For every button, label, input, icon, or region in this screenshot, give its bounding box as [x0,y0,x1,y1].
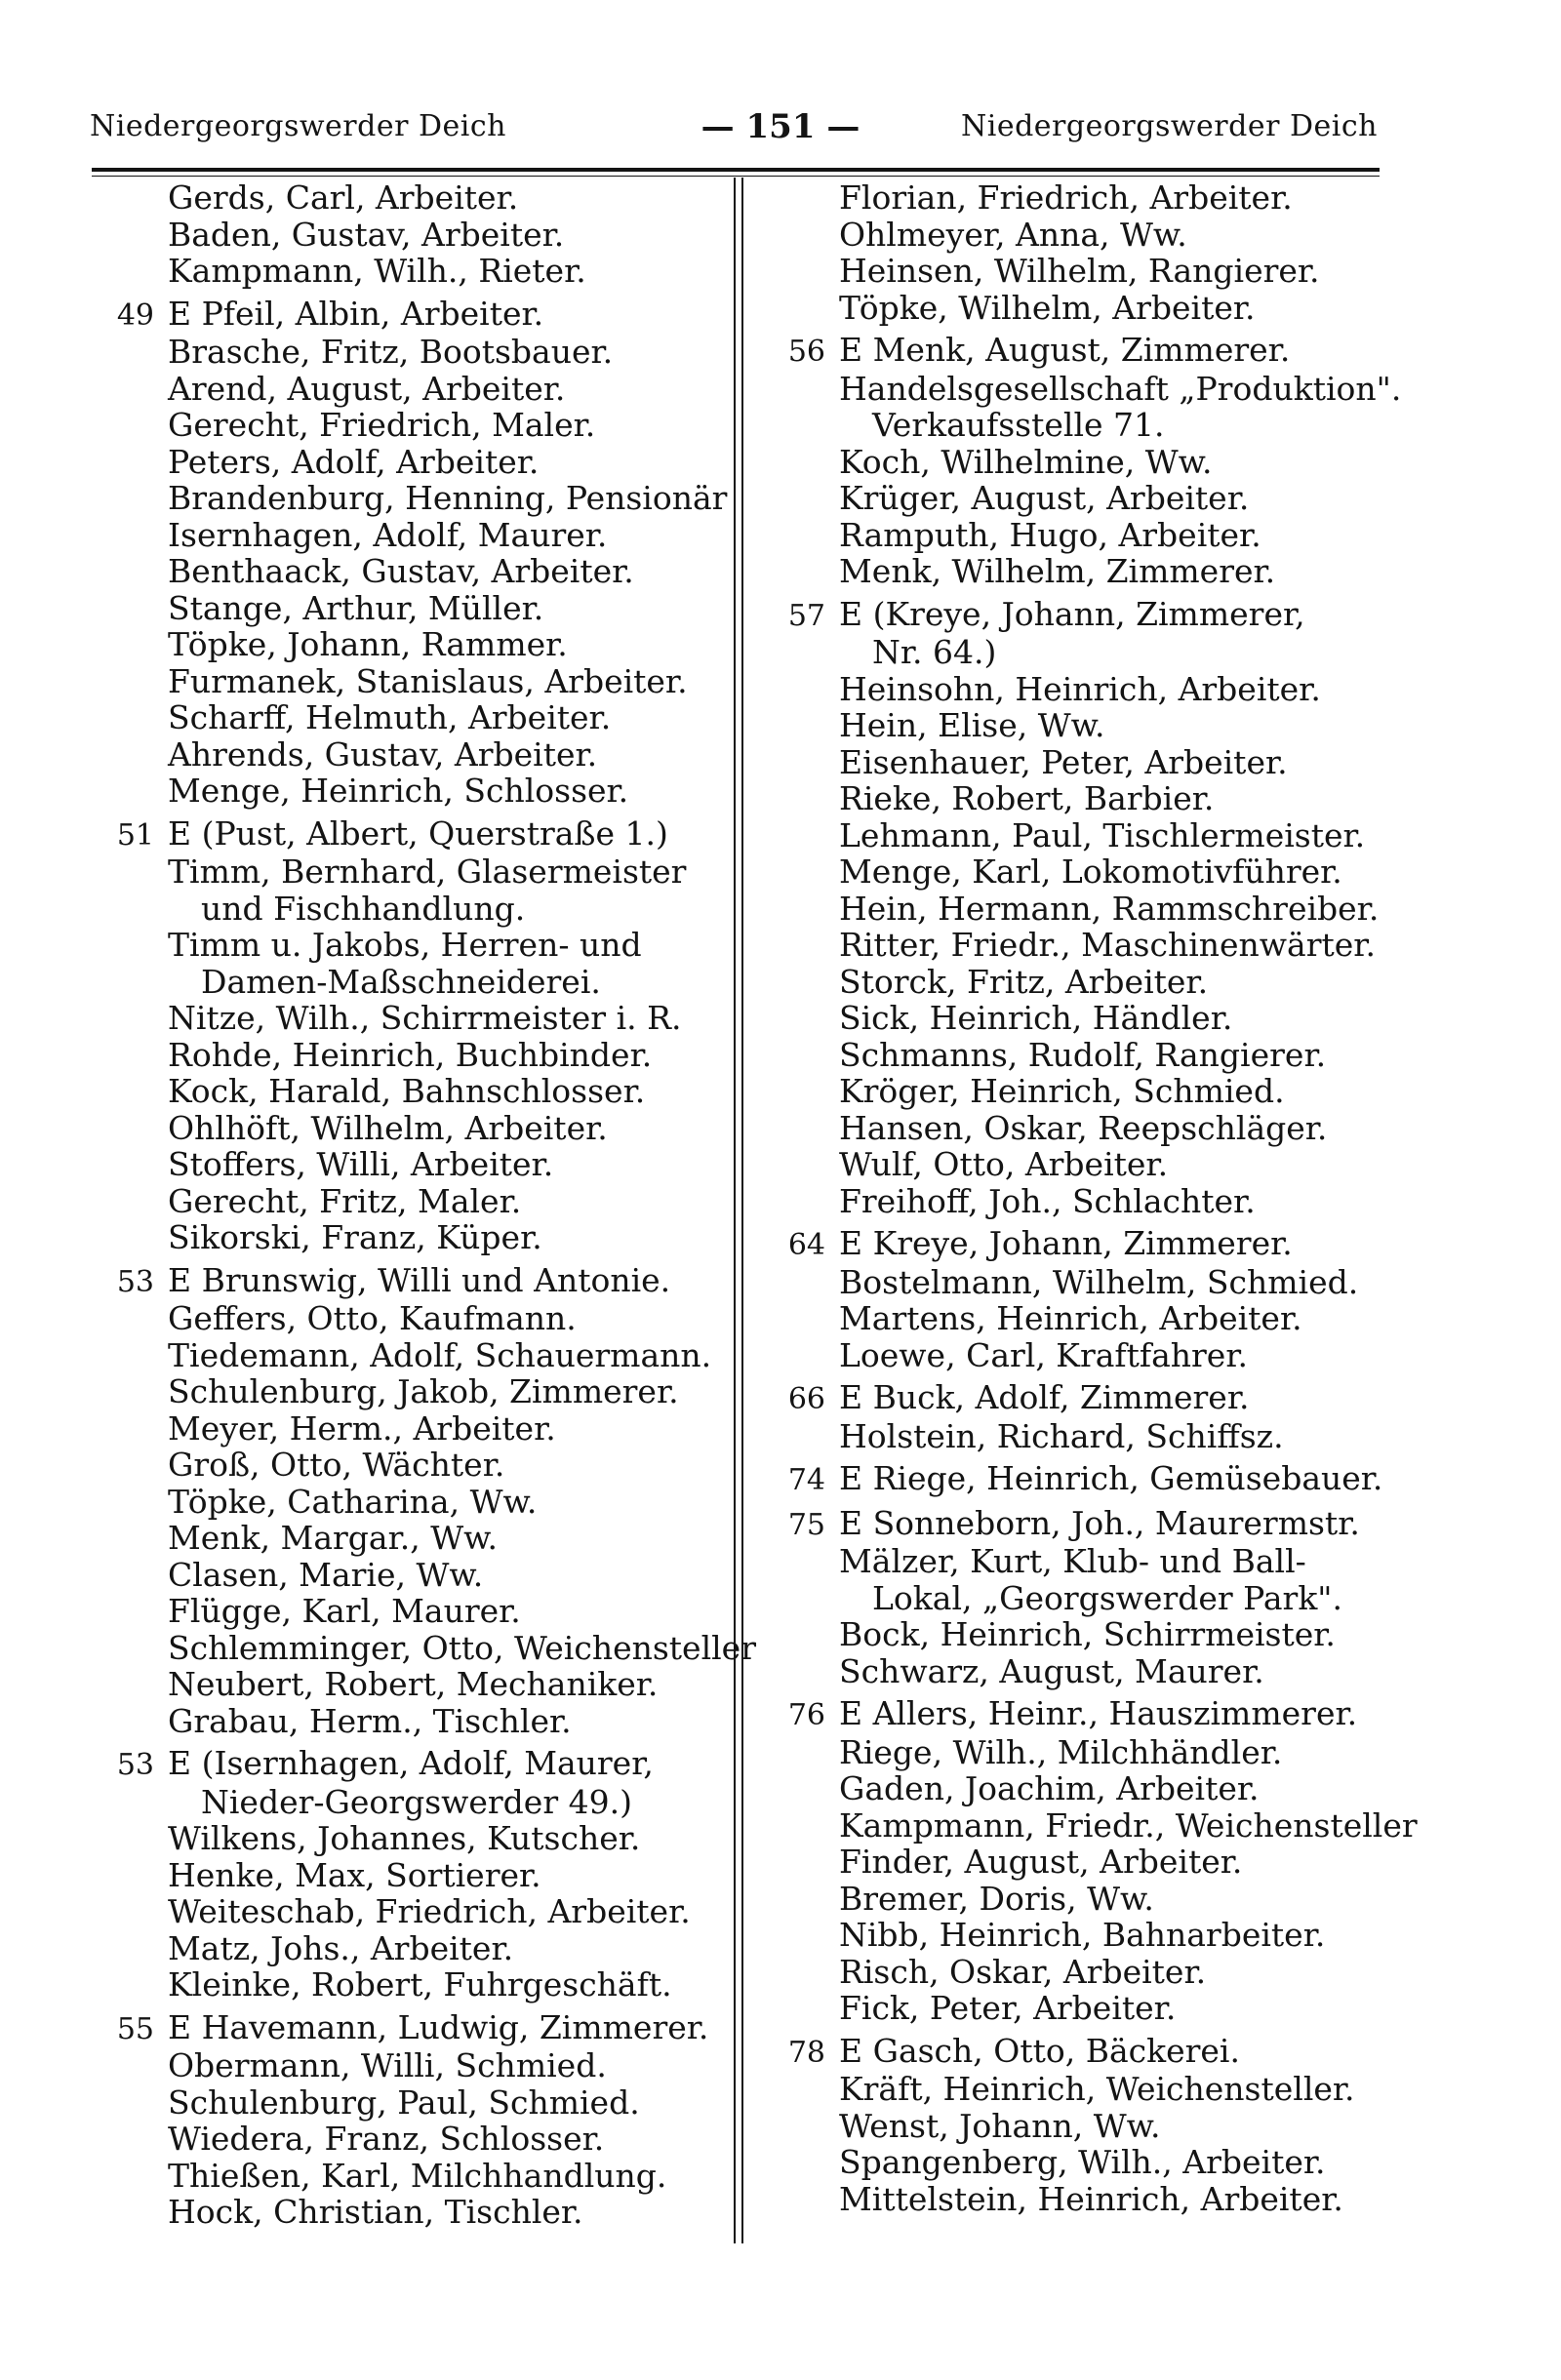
directory-entry [765,217,1389,254]
directory-entry [94,699,718,736]
entry-text: Obermann, Willi, Schmied. [168,2046,607,2084]
entry-text: Schulenburg, Paul, Schmied. [168,2082,640,2122]
entry-text: E (Kreye, Johann, Zimmerer, [839,594,1305,633]
entry-text: E Buck, Adolf, Zimmerer. [839,1378,1250,1416]
entry-text: Stange, Arthur, Müller. [168,588,544,627]
directory-entry [94,1300,718,1337]
entry-text: Groß, Otto, Wächter. [168,1446,505,1484]
entry-text: Menk, Margar., Ww. [168,1519,498,1557]
entry-text: Spangenberg, Wilh., Arbeiter. [839,2143,1326,2181]
house-number: 49 [116,298,154,333]
entry-text: Wenst, Johann, Ww. [839,2106,1161,2145]
directory-entry [765,517,1389,554]
entry-text: Hein, Elise, Ww. [839,706,1105,744]
column-divider [741,178,743,2243]
directory-entry [94,1110,718,1147]
entry-text: Mittelstein, Heinrich, Arbeiter. [839,2179,1343,2218]
directory-entry [94,444,718,481]
directory-entry [94,1073,718,1110]
directory-entry [765,817,1389,854]
directory-entry [94,1037,718,1074]
entry-text: Storck, Fritz, Arbeiter. [839,962,1209,1001]
directory-entry [94,590,718,627]
directory-entry [94,1930,718,1967]
directory-entry [94,1820,718,1857]
entry-text: Florian, Friedrich, Arbeiter. [839,178,1293,217]
directory-entry [94,217,718,254]
entry-text: Timm, Bernhard, Glasermeister [168,853,687,891]
entry-text: Clasen, Marie, Ww. [168,1555,484,1594]
entry-text: Grabau, Herm., Tischler. [168,1701,572,1740]
entry-text: Geffers, Otto, Kaufmann. [168,1299,577,1337]
directory-entry [94,1703,718,1740]
entry-text: Bostelmann, Wilhelm, Schmied. [839,1262,1359,1301]
entry-text: Martens, Heinrich, Arbeiter. [839,1299,1302,1337]
directory-entry [94,1484,718,1521]
header-rule [92,168,1380,172]
house-number: 76 [787,1698,825,1732]
entry-text: Ohlhöft, Wilhelm, Arbeiter. [168,1108,608,1147]
directory-entry [94,253,718,290]
house-number: 57 [787,598,825,633]
entry-text: Bremer, Doris, Ww. [839,1879,1154,1918]
directory-entry [94,1262,718,1301]
directory-entry [94,479,728,517]
entry-text: Töpke, Catharina, Ww. [168,1482,538,1521]
directory-entry [94,964,718,1001]
entry-text: Kräft, Heinrich, Weichensteller. [839,2070,1355,2108]
directory-entry [765,553,1389,590]
entry-text: Schulenburg, Jakob, Zimmerer. [168,1372,679,1410]
entry-text: Peters, Adolf, Arbeiter. [168,442,540,481]
directory-entry [765,444,1389,481]
directory-entry [765,1000,1389,1037]
entry-text: Nitze, Wilh., Schirrmeister i. R. [168,999,682,1037]
entry-text: Schwarz, August, Maurer. [839,1651,1264,1690]
entry-text: Heinsohn, Heinrich, Arbeiter. [839,669,1321,708]
directory-entry [765,1110,1389,1147]
directory-entry [765,1844,1389,1881]
entry-text: Menge, Karl, Lokomotivführer. [839,853,1342,891]
entry-text: Lehmann, Paul, Tischlermeister. [839,815,1366,854]
directory-entry [94,815,718,854]
entry-text: E Kreye, Johann, Zimmerer. [839,1224,1293,1262]
house-number: 53 [116,1264,154,1299]
entry-text: Rohde, Heinrich, Buchbinder. [168,1035,653,1074]
entry-text: Arend, August, Arbeiter. [168,369,566,408]
directory-entry [94,927,718,964]
directory-entry [765,2181,1389,2218]
entry-text: Verkaufsstelle 71. [872,406,1165,444]
entry-text: E Riege, Heinrich, Gemüsebauer. [839,1459,1383,1497]
directory-entry [765,1225,1389,1264]
directory-entry [765,1300,1389,1337]
entry-text: E Pfeil, Albin, Arbeiter. [168,294,544,333]
directory-entry [94,517,718,554]
entry-text: E Brunswig, Willi und Antonie. [168,1260,671,1299]
directory-entry [765,1917,1389,1954]
directory-entry [765,1881,1389,1918]
entry-text: Gerds, Carl, Arbeiter. [168,178,519,217]
left-column [94,178,756,2231]
entry-text: E Menk, August, Zimmerer. [839,331,1291,369]
directory-entry [765,1073,1389,1110]
entry-text: Koch, Wilhelmine, Ww. [839,442,1213,481]
directory-entry [94,553,718,590]
entry-text: Kröger, Heinrich, Schmied. [839,1072,1285,1110]
directory-entry [94,626,718,663]
directory-entry [765,596,1389,635]
directory-entry [765,1734,1389,1771]
directory-entry [94,1373,718,1410]
entry-text: Henke, Max, Sortierer. [168,1855,541,1894]
entry-text: E Sonneborn, Joh., Maurermstr. [839,1503,1360,1542]
entry-text: Meyer, Herm., Arbeiter. [168,1408,556,1448]
directory-entry [94,1410,718,1448]
directory-entry [94,334,718,371]
directory-entry [765,290,1389,327]
directory-entry [765,1616,1389,1653]
directory-entry [765,1037,1389,1074]
entry-text: Lokal, „Georgswerder Park". [872,1578,1342,1617]
directory-entry [765,634,1389,671]
entry-text: Rieke, Robert, Barbier. [839,779,1215,817]
entry-text: Hein, Hermann, Rammschreiber. [839,889,1380,928]
house-number: 74 [787,1463,825,1497]
entry-text: Menge, Heinrich, Schlosser. [168,772,629,810]
entry-text: E (Pust, Albert, Querstraße 1.) [168,813,668,853]
entry-text: Wilkens, Johannes, Kutscher. [168,1819,641,1857]
entry-text: und Fischhandlung. [201,889,526,928]
entry-text: Eisenhauer, Peter, Arbeiter. [839,742,1288,781]
directory-entry [765,1990,1389,2027]
entry-text: Tiedemann, Adolf, Schauermann. [168,1335,712,1374]
directory-entry [94,296,718,335]
entry-text: Nibb, Heinrich, Bahnarbeiter. [839,1916,1326,1954]
directory-entry [94,853,718,891]
entry-text: Brasche, Fritz, Bootsbauer. [168,333,614,371]
directory-entry [94,371,718,408]
entry-text: Ritter, Friedr., Maschinenwärter. [839,926,1376,964]
directory-entry [94,2158,718,2195]
entry-text: Ramputh, Hugo, Arbeiter. [839,515,1261,554]
directory-entry [765,332,1389,371]
entry-text: Töpke, Johann, Rammer. [168,625,568,663]
directory-entry [765,179,1389,217]
directory-entry [94,1745,718,1784]
entry-text: E Havemann, Ludwig, Zimmerer. [168,2007,709,2046]
directory-entry [94,2009,718,2048]
directory-entry [94,2084,718,2122]
directory-entry [94,1447,718,1484]
directory-entry [765,964,1389,1001]
directory-entry [765,407,1389,444]
entry-text: Kampmann, Friedr., Weichensteller [839,1805,1418,1844]
entry-text: Schmanns, Rudolf, Rangierer. [839,1035,1327,1074]
house-number: 53 [116,1748,154,1782]
directory-entry [94,2194,718,2231]
directory-entry [765,480,1389,517]
directory-entry [94,2047,718,2084]
directory-entry [94,179,718,217]
entry-text: Scharff, Helmuth, Arbeiter. [168,698,612,736]
directory-entry [94,1666,718,1703]
directory-entry [765,1379,1389,1418]
entry-text: Finder, August, Arbeiter. [839,1843,1243,1881]
house-number: 66 [787,1382,825,1416]
entry-text: Matz, Johs., Arbeiter. [168,1928,514,1967]
directory-entry [765,1805,1418,1844]
directory-entry [94,663,718,700]
entry-text: E Gasch, Otto, Bäckerei. [839,2031,1240,2070]
column-divider [734,178,736,2243]
directory-entry [765,1653,1389,1690]
directory-entry [94,1000,718,1037]
directory-entry [94,1183,718,1220]
directory-entry [765,2071,1389,2108]
entry-text: Sick, Heinrich, Händler. [839,999,1233,1037]
entry-text: Furmanek, Stanislaus, Arbeiter. [168,661,688,700]
directory-entry [765,1337,1389,1374]
entry-text: Riege, Wilh., Milchhändler. [839,1732,1283,1771]
directory-entry [94,1628,756,1667]
entry-text: Kampmann, Wilh., Rieter. [168,252,586,290]
directory-entry [94,891,718,928]
right-column [765,178,1418,2218]
entry-text: Gaden, Joachim, Arbeiter. [839,1769,1260,1807]
entry-text: Damen-Maßschneiderei. [201,962,601,1001]
entry-text: Benthaack, Gustav, Arbeiter. [168,552,634,590]
entry-text: Wulf, Otto, Arbeiter. [839,1145,1169,1183]
directory-entry [94,1893,718,1930]
running-head-left: Niedergeorgswerder Deich [90,109,506,143]
entry-text: Hock, Christian, Tischler. [168,2193,583,2231]
header-rule-thin [92,176,1380,177]
entry-text: Nr. 64.) [872,633,997,671]
directory-entry [765,891,1389,928]
directory-entry [765,1264,1389,1301]
directory-entry [765,2108,1389,2145]
entry-text: Holstein, Richard, Schiffsz. [839,1416,1284,1455]
directory-entry [765,1146,1389,1183]
entry-text: Freihoff, Joh., Schlachter. [839,1181,1256,1220]
directory-entry [94,1593,718,1630]
directory-entry [94,1146,718,1183]
house-number: 75 [787,1507,825,1542]
entry-text: Heinsen, Wilhelm, Rangierer. [839,252,1320,290]
entry-text: Bock, Heinrich, Schirrmeister. [839,1615,1336,1653]
house-number: 78 [787,2035,825,2070]
entry-text: Nieder-Georgswerder 49.) [201,1782,632,1821]
entry-text: Loewe, Carl, Kraftfahrer. [839,1335,1248,1374]
directory-entry [765,1954,1389,1991]
directory-entry [94,1520,718,1557]
entry-text: Risch, Oskar, Arbeiter. [839,1952,1207,1991]
entry-text: Hansen, Oskar, Reepschläger. [839,1108,1328,1147]
entry-text: Brandenburg, Henning, Pensionär [168,479,728,517]
directory-entry [94,1337,718,1374]
entry-text: E Allers, Heinr., Hauszimmerer. [839,1694,1358,1732]
entry-text: E (Isernhagen, Adolf, Maurer, [168,1744,654,1782]
directory-entry [765,744,1389,781]
directory-entry [765,1505,1389,1544]
entry-text: Isernhagen, Adolf, Maurer. [168,515,608,554]
entry-text: Stoffers, Willi, Arbeiter. [168,1145,554,1183]
entry-text: Sikorski, Franz, Küper. [168,1218,542,1256]
house-number: 56 [787,335,825,369]
entry-text: Ahrends, Gustav, Arbeiter. [168,734,598,774]
directory-entry [94,2121,718,2158]
directory-entry [94,736,718,774]
house-number: 55 [116,2011,154,2046]
running-head-right: Niedergeorgswerder Deich [961,109,1378,143]
directory-entry [94,1784,718,1821]
directory-entry [94,773,718,810]
directory-entry [94,1966,718,2003]
entry-text: Baden, Gustav, Arbeiter. [168,215,565,254]
directory-entry [94,1219,718,1256]
directory-entry [765,1770,1389,1807]
entry-text: Fick, Peter, Arbeiter. [839,1989,1177,2027]
entry-text: Mälzer, Kurt, Klub- und Ball- [839,1542,1306,1580]
directory-entry [94,1857,718,1894]
entry-text: Menk, Wilhelm, Zimmerer. [839,552,1276,590]
house-number: 64 [787,1228,825,1262]
entry-text: Töpke, Wilhelm, Arbeiter. [839,288,1256,327]
directory-entry [765,853,1389,891]
page-number: — 151 — [700,107,861,146]
directory-entry [765,2144,1389,2181]
directory-entry [765,369,1402,408]
directory-entry [94,1557,718,1594]
entry-text: Handelsgesellschaft „Produktion". [839,369,1402,408]
directory-entry [765,1543,1389,1580]
entry-text: Kleinke, Robert, Fuhrgeschäft. [168,1965,672,2003]
house-number: 51 [116,817,154,853]
directory-entry [765,927,1389,964]
entry-text: Gerecht, Friedrich, Maler. [168,406,596,444]
entry-text: Thießen, Karl, Milchhandlung. [168,2156,667,2195]
entry-text: Ohlmeyer, Anna, Ww. [839,215,1187,254]
directory-entry [765,1460,1389,1499]
entry-text: Gerecht, Fritz, Maler. [168,1181,522,1220]
entry-text: Kock, Harald, Bahnschlosser. [168,1072,646,1110]
entry-text: Wiedera, Franz, Schlosser. [168,2120,605,2158]
directory-entry [765,780,1389,817]
directory-entry [765,671,1389,708]
entry-text: Flügge, Karl, Maurer. [168,1592,521,1630]
directory-entry [94,407,718,444]
directory-entry [765,1418,1389,1455]
directory-entry [765,707,1389,744]
directory-entry [765,253,1389,290]
directory-entry [765,1183,1389,1220]
entry-text: Krüger, August, Arbeiter. [839,479,1250,517]
entry-text: Weiteschab, Friedrich, Arbeiter. [168,1892,691,1930]
directory-entry [765,1695,1389,1734]
directory-entry [765,1580,1389,1617]
running-head [0,0,1561,176]
entry-text: Neubert, Robert, Mechaniker. [168,1665,659,1703]
entry-text: Timm u. Jakobs, Herren- und [168,926,642,964]
entry-text: Schlemminger, Otto, Weichensteller [168,1628,756,1667]
directory-entry [765,2033,1389,2072]
